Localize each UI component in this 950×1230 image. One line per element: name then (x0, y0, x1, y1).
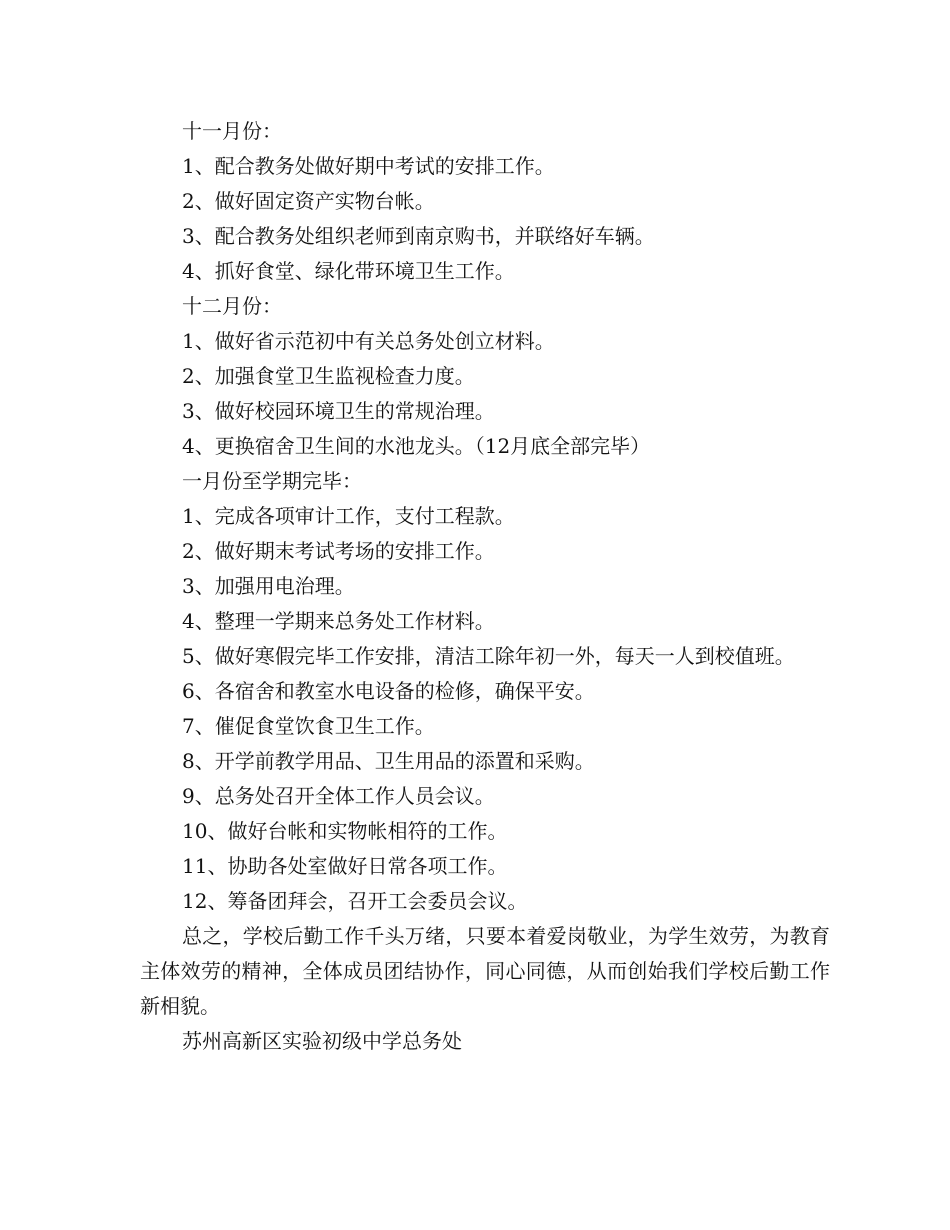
list-item: 3、配合教务处组织老师到南京购书，并联络好车辆。 (182, 224, 655, 248)
signature-line: 苏州高新区实验初级中学总务处 (182, 1029, 462, 1053)
section-heading-november: 十一月份： (182, 119, 282, 143)
list-item: 4、抓好食堂、绿化带环境卫生工作。 (182, 259, 515, 283)
section-heading-january: 一月份至学期完毕： (182, 469, 362, 493)
list-item-wrapped: 5、做好寒假完毕工作安排，清洁工除年初一外，每天一人到校值班。 (182, 644, 795, 668)
list-item: 3、加强用电治理。 (182, 574, 355, 598)
conclusion-paragraph: 总之，学校后勤工作千头万绪，只要本着爱岗敬业，为学生效劳，为教育主体效劳的精神，全体成员团结协作，同心同德，从而创始我们学校后勤工作新相貌。 (140, 924, 830, 1018)
list-item: 4、整理一学期来总务处工作材料。 (182, 609, 495, 633)
list-item: 9、总务处召开全体工作人员会议。 (182, 784, 495, 808)
list-item: 11、协助各处室做好日常各项工作。 (182, 854, 508, 878)
list-item: 6、各宿舍和教室水电设备的检修，确保平安。 (182, 679, 595, 703)
document-body (140, 114, 830, 1059)
list-item: 2、加强食堂卫生监视检查力度。 (182, 364, 475, 388)
list-item: 2、做好期末考试考场的安排工作。 (182, 539, 495, 563)
list-item: 1、完成各项审计工作，支付工程款。 (182, 504, 515, 528)
list-item: 8、开学前教学用品、卫生用品的添置和采购。 (182, 749, 595, 773)
list-item: 10、做好台帐和实物帐相符的工作。 (182, 819, 508, 843)
list-item: 4、更换宿舍卫生间的水池龙头。（12月底全部完毕） (182, 434, 651, 458)
section-heading-december: 十二月份： (182, 294, 282, 318)
list-item: 7、催促食堂饮食卫生工作。 (182, 714, 435, 738)
list-item: 1、配合教务处做好期中考试的安排工作。 (182, 154, 555, 178)
list-item: 1、做好省示范初中有关总务处创立材料。 (182, 329, 555, 353)
list-item: 12、筹备团拜会，召开工会委员会议。 (182, 889, 528, 913)
list-item: 2、做好固定资产实物台帐。 (182, 189, 435, 213)
list-item: 3、做好校园环境卫生的常规治理。 (182, 399, 495, 423)
